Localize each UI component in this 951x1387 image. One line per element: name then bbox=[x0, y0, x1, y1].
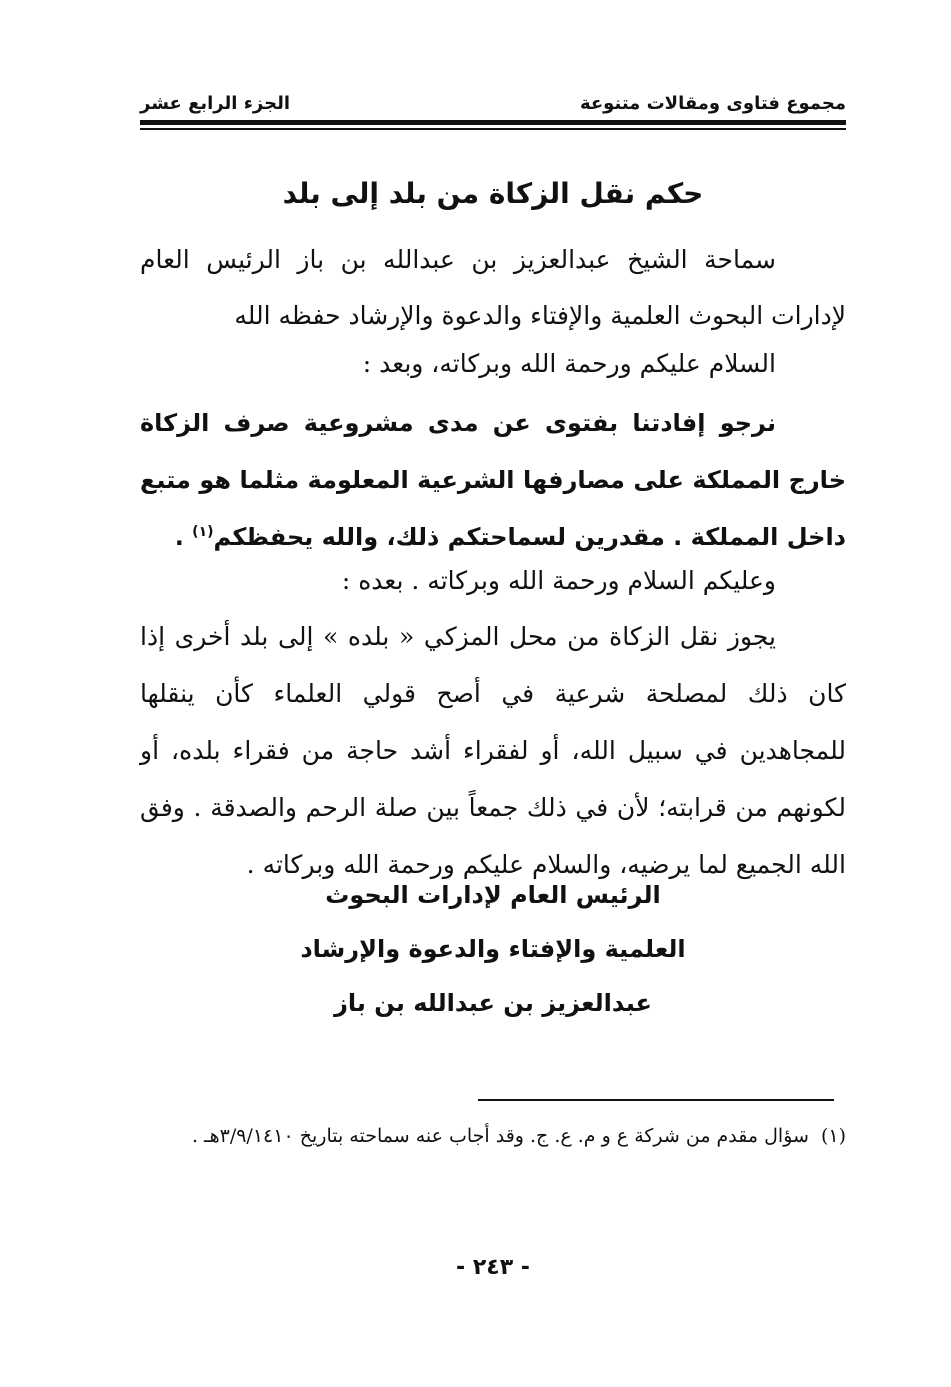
volume-label: الجزء الرابع عشر bbox=[140, 92, 290, 114]
reply-greeting-paragraph: وعليكم السلام ورحمة الله وبركاته . بعده : bbox=[341, 566, 776, 595]
address-paragraph: سماحة الشيخ عبدالعزيز بن عبدالله بن باز الرئيس العام لإدارات البحوث العلمية والإفتاء والدعوة والإرشاد حفظه الله bbox=[140, 245, 846, 330]
footnote bbox=[130, 1117, 846, 1155]
answer-paragraph: يجوز نقل الزكاة من محل المزكي « بلده » إلى بلد أخرى إذا كان ذلك لمصلحة شرعية في أصح قولي العلماء كأن ينقلها للمجاهدين في سبيل الله، أو لفقراء أشد حاجة من فقراء بلده، أو لكونهم من قرابته؛ لأن في ذلك جمعاً بين صلة الرحم والصدقة . وفق الله الجميع لما يرضيه، والسلام عليكم ورحمة الله وبركاته . bbox=[140, 622, 846, 879]
fatwa-title: حكم نقل الزكاة من بلد إلى بلد bbox=[282, 177, 704, 210]
signature-title: الرئيس العام لإدارات البحوث bbox=[325, 881, 661, 909]
greeting-paragraph: السلام عليكم ورحمة الله وبركاته، وبعد : bbox=[362, 349, 776, 378]
signature-name: عبدالعزيز بن عبدالله بن باز bbox=[334, 989, 652, 1017]
footnote-reference: (١) bbox=[192, 524, 214, 540]
signature-block bbox=[140, 868, 846, 1030]
footnote-separator bbox=[478, 1099, 834, 1101]
book-title: مجموع فتاوى ومقالات متنوعة bbox=[579, 92, 846, 114]
question-text: نرجو إفادتنا بفتوى عن مدى مشروعية صرف الزكاة خارج المملكة على مصارفها الشرعية المعلومة مثلما هو متبع داخل المملكة . مقدرين لسماحتكم ذلك، والله يحفظكم bbox=[140, 409, 846, 551]
page-number: - ٢٤٣ - bbox=[456, 1255, 530, 1280]
question-end: . bbox=[174, 523, 193, 551]
footnote-text: سؤال مقدم من شركة ع و م. ع. ج. وقد أجاب عنه سماحته بتاريخ ٣/٩/١٤١٠هـ . bbox=[191, 1125, 809, 1147]
running-header bbox=[140, 88, 846, 118]
header-rule-thin bbox=[140, 128, 846, 130]
question-paragraph bbox=[140, 395, 846, 566]
header-rule-thick bbox=[140, 120, 846, 125]
footnote-marker: (١) bbox=[820, 1125, 846, 1147]
signature-department: العلمية والإفتاء والدعوة والإرشاد bbox=[300, 935, 686, 963]
